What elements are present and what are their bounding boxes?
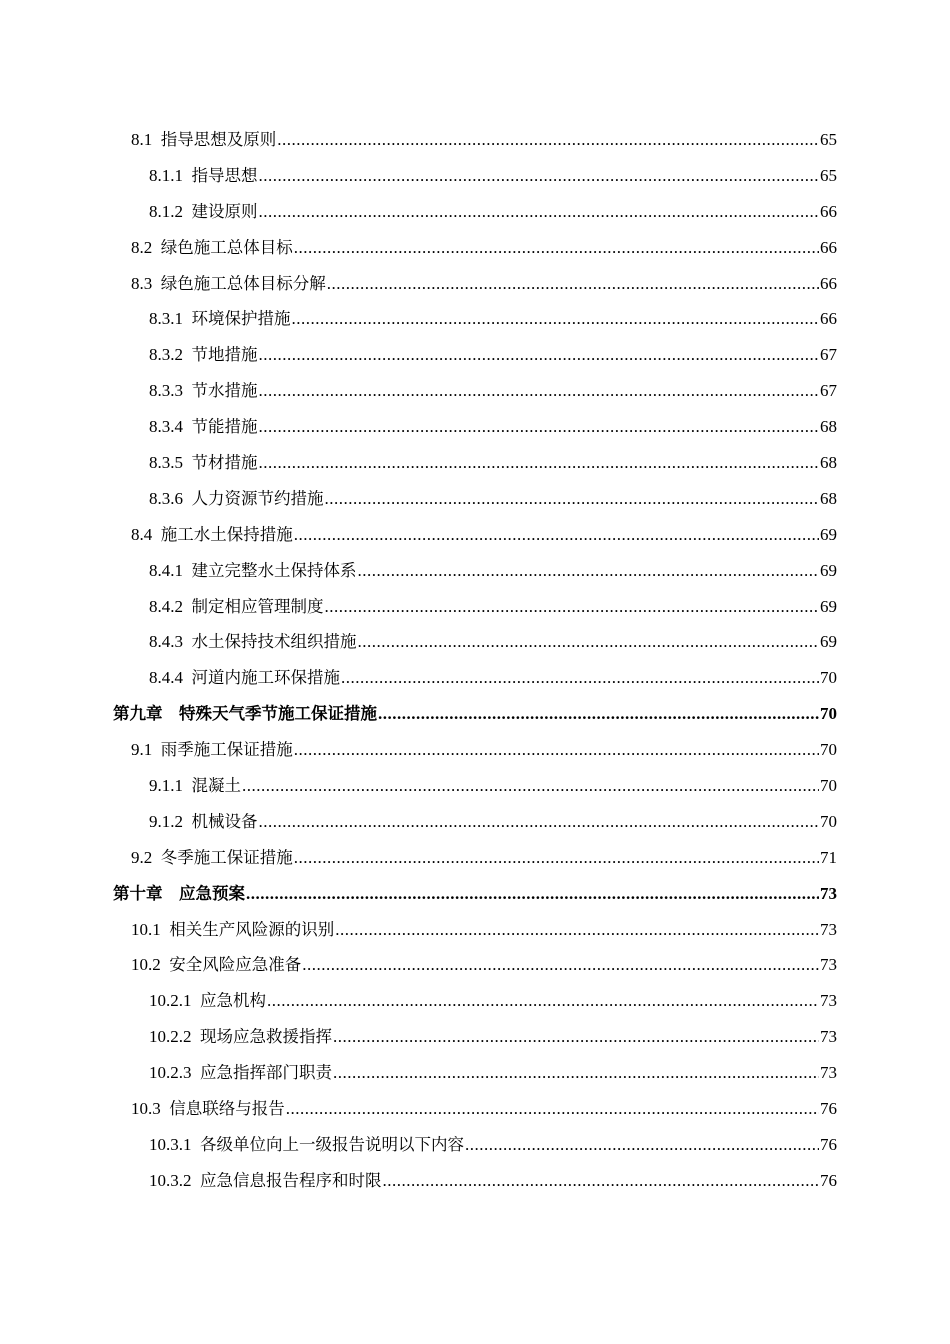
toc-entry-number: 9.2 [131,847,161,867]
toc-page-number: 66 [820,237,837,257]
toc-dot-leader [465,1135,819,1155]
toc-entry[interactable] [0,553,950,589]
toc-entry-title: 混凝土 [191,775,241,795]
toc-dot-leader [333,1027,819,1047]
toc-page-number: 76 [820,1098,837,1118]
toc-page-number: 65 [820,129,837,149]
toc-entry-title: 应急机构 [200,991,266,1011]
toc-entry-line [113,704,837,724]
toc-entry-line [131,920,837,940]
toc-entry-line [131,238,837,258]
toc-entry-title: 雨季施工保证措施 [160,740,293,760]
toc-entry[interactable] [0,947,950,983]
toc-entry-title: 第九章 特殊天气季节施工保证措施 [113,704,377,724]
toc-page-number: 76 [820,1170,837,1190]
toc-entry[interactable] [0,445,950,481]
toc-entry[interactable] [0,409,950,445]
toc-entry-line [149,489,837,509]
toc-entry-number: 8.3.6 [149,488,192,508]
toc-entry-number: 10.1 [131,919,170,939]
toc-entry-title: 节能措施 [191,417,258,437]
toc-entry-title: 现场应急救援指挥 [200,1027,332,1047]
toc-entry[interactable] [0,481,950,517]
toc-entry-line [149,1027,837,1047]
toc-entry[interactable] [0,768,950,804]
toc-entry-line [149,1171,837,1191]
toc-entry[interactable] [0,983,950,1019]
toc-dot-leader [335,920,819,940]
toc-entry-number: 10.2.2 [149,1027,200,1047]
toc-page-number: 70 [820,740,837,760]
toc-entry-title: 建设原则 [191,201,258,221]
toc-dot-leader [259,166,820,186]
toc-entry-title: 第十章 应急预案 [113,883,245,903]
toc-dot-leader [294,740,819,760]
toc-dot-leader [358,632,820,652]
toc-entry-number: 10.3.2 [149,1170,200,1190]
toc-dot-leader [259,417,820,437]
toc-entry-line [131,848,837,868]
table-of-contents [0,122,950,1199]
toc-entry-title: 安全风险应急准备 [169,955,302,975]
toc-chapter-entry[interactable] [0,696,950,732]
toc-dot-leader [259,812,820,832]
toc-page-number: 66 [820,273,837,293]
toc-entry[interactable] [0,301,950,337]
toc-entry-line [131,274,837,294]
toc-entry-title: 制定相应管理制度 [191,596,324,616]
toc-entry[interactable] [0,1091,950,1127]
toc-entry-number: 8.3.4 [149,417,192,437]
toc-dot-leader [259,453,820,473]
toc-entry[interactable] [0,517,950,553]
toc-entry-line [149,309,837,329]
toc-entry-title: 应急信息报告程序和时限 [200,1170,382,1190]
toc-entry-line [131,130,837,150]
toc-entry-number: 10.2.1 [149,991,200,1011]
toc-entry-title: 相关生产风险源的识别 [169,919,335,939]
toc-dot-leader [327,274,819,294]
toc-entry[interactable] [0,804,950,840]
toc-entry-line [149,812,837,832]
toc-dot-leader [302,955,819,975]
toc-dot-leader [286,1099,819,1119]
toc-dot-leader [378,704,819,724]
toc-page-number: 71 [820,847,837,867]
toc-page-number: 68 [820,452,837,472]
toc-entry-number: 8.2 [131,237,161,257]
toc-entry-line [113,884,837,904]
toc-entry-title: 节材措施 [191,452,258,472]
toc-page-number: 70 [820,668,837,688]
toc-page-number: 73 [820,991,837,1011]
toc-page-number: 70 [820,811,837,831]
toc-dot-leader [333,1063,819,1083]
toc-page-number: 69 [820,596,837,616]
toc-dot-leader [294,238,819,258]
toc-entry-title: 信息联络与报告 [169,1098,285,1118]
toc-entry-title: 人力资源节约措施 [191,488,324,508]
toc-entry[interactable] [0,122,950,158]
toc-entry-title: 节地措施 [191,345,258,365]
toc-entry-title: 指导思想 [191,165,258,185]
toc-entry[interactable] [0,912,950,948]
toc-page-number: 69 [820,524,837,544]
toc-dot-leader [242,776,819,796]
toc-dot-leader [267,991,819,1011]
toc-page-number: 70 [820,704,837,724]
toc-dot-leader [358,561,820,581]
toc-entry-line [131,525,837,545]
toc-entry[interactable] [0,1055,950,1091]
toc-entry-line [149,1063,837,1083]
toc-dot-leader [259,202,820,222]
toc-entry-line [149,202,837,222]
toc-page-number: 73 [820,1063,837,1083]
toc-page-number: 66 [820,309,837,329]
toc-page-number: 76 [820,1134,837,1154]
toc-dot-leader [325,489,820,509]
toc-dot-leader [277,130,819,150]
toc-entry-number: 10.3 [131,1098,170,1118]
toc-entry[interactable] [0,373,950,409]
toc-entry-line [149,668,837,688]
toc-entry-number: 10.2.3 [149,1063,200,1083]
toc-entry-line [149,597,837,617]
toc-entry-number: 9.1.2 [149,811,192,831]
toc-page-number: 73 [820,883,837,903]
toc-entry[interactable] [0,660,950,696]
toc-entry-number: 8.3.5 [149,452,192,472]
toc-entry-number: 8.4.1 [149,560,192,580]
toc-entry[interactable] [0,732,950,768]
toc-entry-number: 8.3.1 [149,309,192,329]
toc-entry-title: 节水措施 [191,381,258,401]
toc-entry-number: 9.1 [131,740,161,760]
toc-entry-line [149,1135,837,1155]
toc-entry-title: 各级单位向上一级报告说明以下内容 [200,1134,464,1154]
toc-entry-line [149,381,837,401]
toc-entry-number: 8.1.2 [149,201,192,221]
toc-entry-title: 冬季施工保证措施 [160,847,293,867]
toc-entry-line [149,345,837,365]
toc-dot-leader [259,381,820,401]
toc-entry[interactable] [0,589,950,625]
toc-entry-number: 8.3 [131,273,161,293]
toc-page-number: 73 [820,955,837,975]
toc-entry-title: 建立完整水土保持体系 [191,560,357,580]
toc-entry-title: 绿色施工总体目标分解 [160,273,326,293]
toc-dot-leader [259,345,820,365]
toc-entry-title: 环境保护措施 [191,309,291,329]
toc-entry-number: 8.4 [131,524,161,544]
toc-entry-line [149,991,837,1011]
toc-dot-leader [341,668,819,688]
toc-page-number: 69 [820,632,837,652]
toc-entry[interactable] [0,266,950,302]
toc-entry-title: 河道内施工环保措施 [191,668,340,688]
toc-entry[interactable] [0,1019,950,1055]
toc-entry-title: 绿色施工总体目标 [160,237,293,257]
toc-dot-leader [294,525,819,545]
toc-entry-number: 10.2 [131,955,170,975]
toc-entry-title: 应急指挥部门职责 [200,1063,332,1083]
toc-entry-title: 指导思想及原则 [160,129,277,149]
toc-entry-number: 9.1.1 [149,775,192,795]
toc-entry-line [149,166,837,186]
toc-dot-leader [292,309,820,329]
toc-dot-leader [294,848,819,868]
toc-entry[interactable] [0,1163,950,1199]
toc-page-number: 73 [820,1027,837,1047]
toc-page-number: 67 [820,345,837,365]
toc-entry-number: 8.3.2 [149,345,192,365]
toc-entry-line [149,417,837,437]
toc-entry-number: 8.4.2 [149,596,192,616]
toc-entry-number: 8.4.4 [149,668,192,688]
toc-entry-line [149,632,837,652]
toc-page-number: 66 [820,201,837,221]
toc-entry-line [131,740,837,760]
toc-entry[interactable] [0,337,950,373]
toc-page-number: 65 [820,165,837,185]
toc-page-number: 69 [820,560,837,580]
toc-entry-title: 水土保持技术组织措施 [191,632,357,652]
toc-entry-number: 8.3.3 [149,381,192,401]
toc-page-number: 70 [820,775,837,795]
toc-dot-leader [325,597,820,617]
toc-dot-leader [246,884,819,904]
toc-entry-line [131,1099,837,1119]
toc-page-number: 73 [820,919,837,939]
toc-dot-leader [383,1171,820,1191]
toc-entry-line [149,776,837,796]
toc-entry-number: 10.3.1 [149,1134,200,1154]
toc-entry[interactable] [0,158,950,194]
toc-entry-line [131,955,837,975]
toc-entry-number: 8.4.3 [149,632,192,652]
toc-page-number: 67 [820,381,837,401]
toc-page-number: 68 [820,488,837,508]
toc-entry[interactable] [0,1127,950,1163]
toc-entry[interactable] [0,230,950,266]
toc-entry[interactable] [0,840,950,876]
toc-entry[interactable] [0,194,950,230]
toc-entry[interactable] [0,624,950,660]
toc-page-number: 68 [820,417,837,437]
toc-entry-number: 8.1.1 [149,165,192,185]
toc-entry-title: 施工水土保持措施 [160,524,293,544]
toc-entry-line [149,561,837,581]
toc-entry-number: 8.1 [131,129,161,149]
toc-chapter-entry[interactable] [0,876,950,912]
toc-entry-line [149,453,837,473]
toc-entry-title: 机械设备 [191,811,258,831]
